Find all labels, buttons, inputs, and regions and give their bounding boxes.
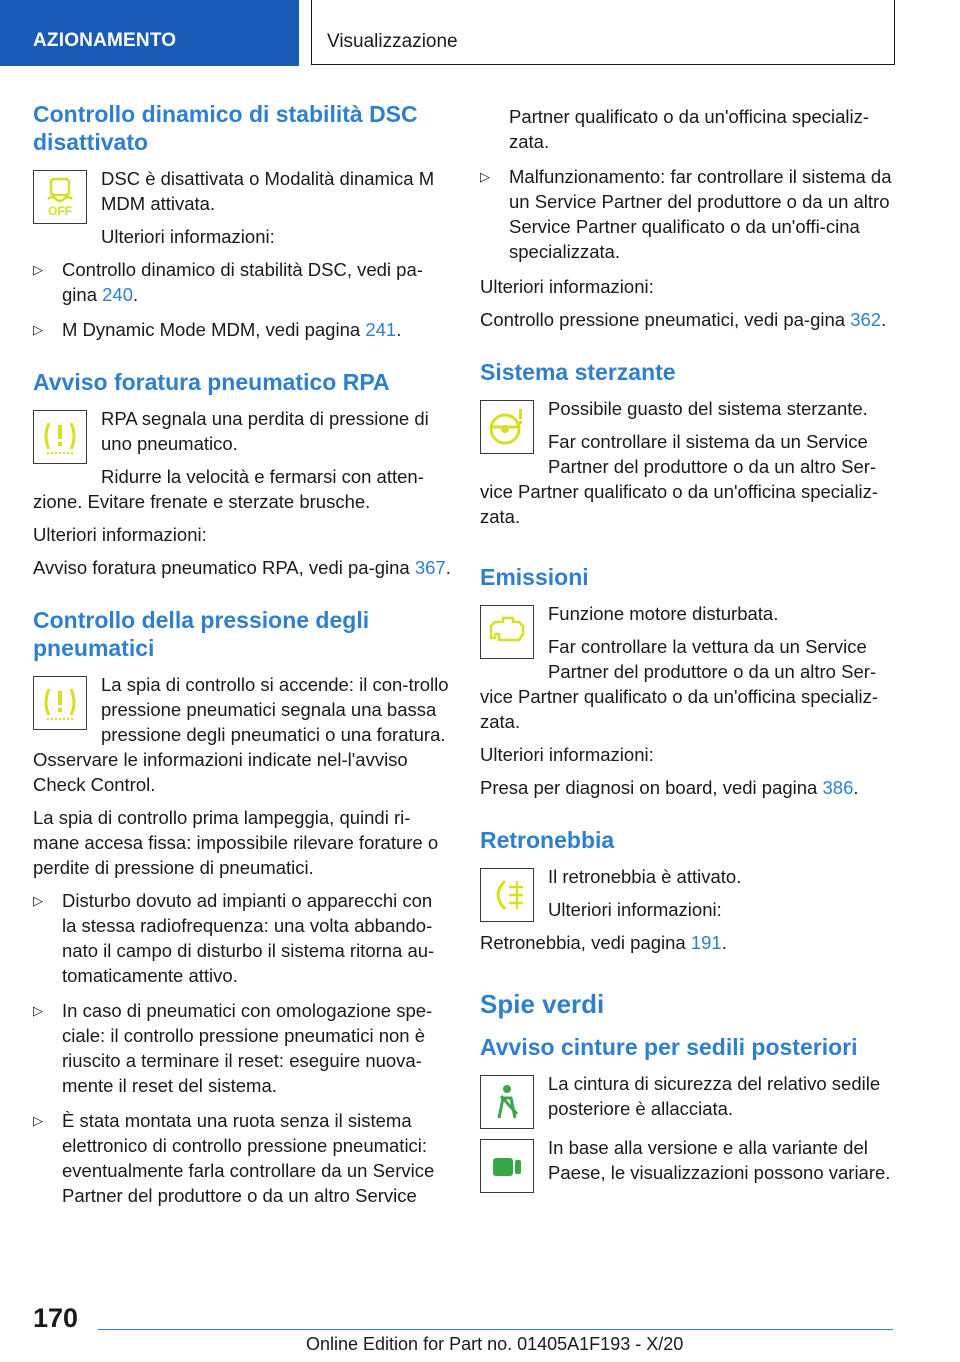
dsc-off-icon <box>33 170 87 224</box>
list-item: ▷ M Dynamic Mode MDM, vedi pagina 241. <box>33 317 451 342</box>
seatbelt-icon <box>480 1075 534 1129</box>
rpa-ref: Avviso foratura pneumatico RPA, vedi pa-gina 367. <box>33 557 451 578</box>
page-ref-link[interactable]: 240 <box>102 284 133 305</box>
fog-ref: Retronebbia, vedi pagina 191. <box>480 932 727 953</box>
tire-pressure-warning-icon <box>33 410 87 464</box>
fog-text: Il retronebbia è attivato. <box>548 866 742 887</box>
page-ref-link[interactable]: 241 <box>365 319 397 340</box>
footer-divider <box>98 1329 893 1330</box>
list-item: ▷ Malfunzionamento: far controllare il sistema da un Service Partner del produttore o da un altro Service Partner qualificato o da un'offi-cina specializzata. <box>480 164 898 264</box>
left-column <box>33 100 451 1234</box>
section-rpa <box>33 368 451 580</box>
header-chapter-box <box>311 0 895 65</box>
page-ref-link[interactable]: 191 <box>690 932 722 953</box>
dsc-more-info: Ulteriori informazioni: <box>101 226 275 247</box>
page-ref-link[interactable]: 362 <box>850 309 882 330</box>
list-item: ▷ Disturbo dovuto ad impianti o apparecchi con la stessa radiofrequenza: una volta abbando-nato il campo di disturbo il sistema ritorna au-tomaticamente attivo. <box>33 888 451 988</box>
emis-text: Funzione motore disturbata. <box>548 603 779 624</box>
section-fog <box>480 826 898 963</box>
section-title: Emissioni <box>480 564 589 590</box>
tpm-text: La spia di controllo si accende: il con-trollo pressione pneumatici segnala una bassa pressione degli pneumatici o una foratura. Osservare le informazioni indicate nel-l'avviso Check Control. <box>33 674 449 795</box>
page-ref-link[interactable]: 386 <box>822 777 854 798</box>
belt-text: La cintura di sicurezza del relativo sedile posteriore è allacciata. <box>548 1073 881 1119</box>
section-emissions <box>480 563 898 800</box>
section-dsc <box>33 100 451 342</box>
steer-text: Possibile guasto del sistema sterzante. <box>548 398 868 419</box>
list-item: ▷ È stata montata una ruota senza il sistema elettronico di controllo pressione pneumatici: eventualmente farla controllare da un Service Partner del produttore o da un altro Service <box>33 1108 451 1208</box>
list-item: ▷ In caso di pneumatici con omologazione spe-ciale: il controllo pressione pneumatici non è riuscito a terminare il reset: eseguire nuova-mente il reset del sistema. <box>33 998 451 1098</box>
section-title: Retronebbia <box>480 827 615 853</box>
tpm-continued <box>480 104 898 154</box>
dsc-text: DSC è disattivata o Modalità dinamica M MDM attivata. <box>101 168 435 214</box>
belt-text-2: In base alla versione e alla variante del Paese, le visualizzazioni possono variare. <box>548 1137 891 1183</box>
section-green <box>480 989 898 1199</box>
emis-more-info: Ulteriori informazioni: <box>480 744 654 765</box>
header-section: AZIONAMENTO <box>33 30 177 51</box>
section-steering <box>480 358 898 537</box>
tpm-cont-text: Partner qualificato o da un'officina specializ-zata. <box>509 106 870 152</box>
tire-pressure-warning-icon <box>33 676 87 730</box>
rpa-text-2: Ridurre la velocità e fermarsi con atten-zione. Evitare frenate e sterzate brusche. <box>33 466 424 512</box>
rear-seat-icon <box>480 1139 534 1193</box>
header-chapter: Visualizzazione <box>327 31 458 52</box>
rpa-text: RPA segnala una perdita di pressione di uno pneumatico. <box>101 408 429 454</box>
steer-text-2: Far controllare il sistema da un Service Partner del produttore o da un altro Ser-vice Partner qualificato o da un'officina specializ-zata. <box>480 431 879 527</box>
rpa-more-info: Ulteriori informazioni: <box>33 524 207 545</box>
section-title: Avviso foratura pneumatico RPA <box>33 369 390 395</box>
emis-text-2: Far controllare la vettura da un Service Partner del produttore o da un altro Ser-vice Partner qualificato o da un'officina specializ-zata. <box>480 636 879 732</box>
section-title: Controllo dinamico di stabilità DSC disattivato <box>33 101 418 155</box>
list-item: ▷ Controllo dinamico di stabilità DSC, vedi pa-gina 240. <box>33 257 451 307</box>
footer-edition: Online Edition for Part no. 01405A1F193 - X/20 <box>306 1334 684 1354</box>
fog-more-info: Ulteriori informazioni: <box>548 899 722 920</box>
steering-warning-icon <box>480 400 534 454</box>
right-column <box>480 104 898 1199</box>
header-section-tab <box>0 0 299 66</box>
chapter-title: Spie verdi <box>480 989 605 1019</box>
emis-ref: Presa per diagnosi on board, vedi pagina 386. <box>480 777 859 798</box>
section-title: Avviso cinture per sedili posteriori <box>480 1034 858 1060</box>
section-title: Controllo della pressione degli pneumatici <box>33 607 370 661</box>
page-ref-link[interactable]: 367 <box>414 557 446 578</box>
page-number: 170 <box>33 1303 79 1333</box>
section-tpm <box>33 606 451 1208</box>
svg-text:OFF: OFF <box>48 204 72 218</box>
tpm-ref: Controllo pressione pneumatici, vedi pa-gina 362. <box>480 309 887 330</box>
engine-check-icon <box>480 605 534 659</box>
section-title: Sistema sterzante <box>480 359 676 385</box>
tpm-more-info: Ulteriori informazioni: <box>480 276 654 297</box>
tpm-text-2: La spia di controllo prima lampeggia, quindi ri-mane accesa fissa: impossibile rilevare forature o perdite di pressione di pneumatici. <box>33 807 439 878</box>
rear-fog-light-icon <box>480 868 534 922</box>
